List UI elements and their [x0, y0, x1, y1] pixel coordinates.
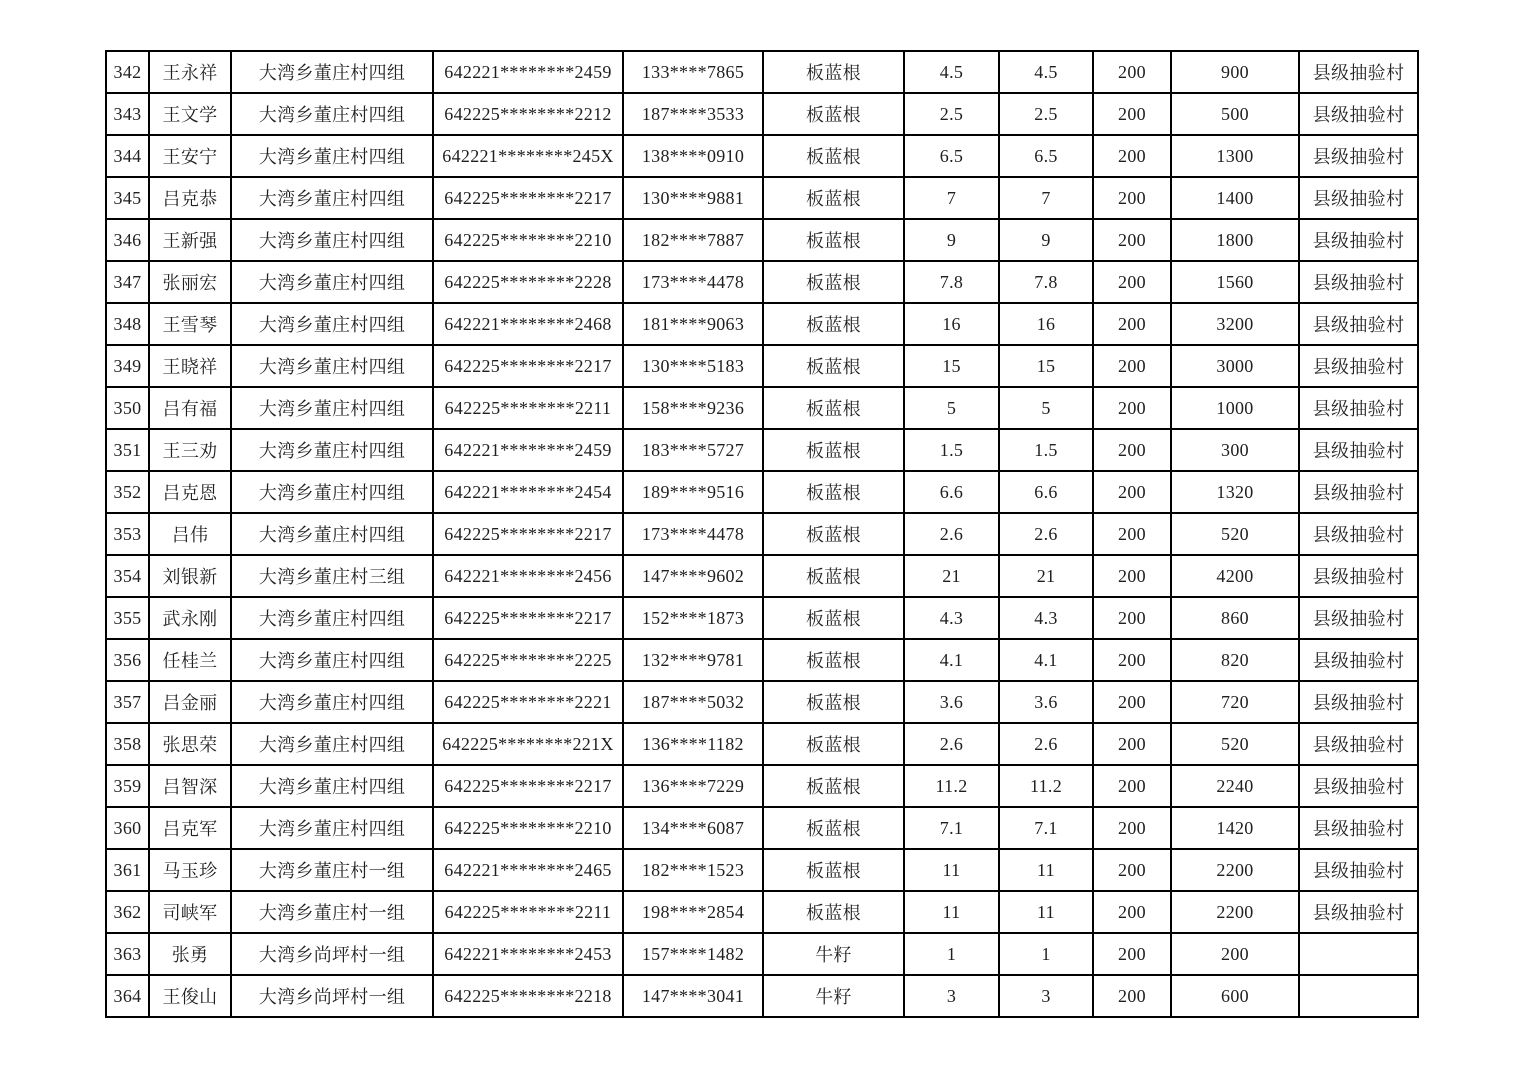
- verified-area-cell: 3.6: [999, 681, 1093, 723]
- village-group-cell: 大湾乡尚坪村一组: [231, 933, 433, 975]
- table-row: [106, 303, 1418, 345]
- farmer-name-cell: 王俊山: [149, 975, 231, 1017]
- phone-number-cell: 187****3533: [623, 93, 763, 135]
- id-number-cell: 642221********2453: [433, 933, 623, 975]
- farmer-name-cell: 吕克恩: [149, 471, 231, 513]
- declared-area-cell: 6.6: [904, 471, 999, 513]
- verified-area-cell: 5: [999, 387, 1093, 429]
- subsidy-standard-cell: 200: [1093, 975, 1171, 1017]
- row-number-cell: 350: [106, 387, 149, 429]
- crop-name-cell: 板蓝根: [763, 513, 904, 555]
- crop-name-cell: 板蓝根: [763, 681, 904, 723]
- remark-cell: [1299, 975, 1418, 1017]
- row-number-cell: 355: [106, 597, 149, 639]
- village-group-cell: 大湾乡董庄村四组: [231, 765, 433, 807]
- table-row: [106, 933, 1418, 975]
- phone-number-cell: 130****9881: [623, 177, 763, 219]
- farmer-name-cell: 吕智深: [149, 765, 231, 807]
- crop-name-cell: 板蓝根: [763, 891, 904, 933]
- subsidy-standard-cell: 200: [1093, 387, 1171, 429]
- table-row: [106, 597, 1418, 639]
- subsidy-amount-cell: 2240: [1171, 765, 1299, 807]
- subsidy-standard-cell: 200: [1093, 429, 1171, 471]
- subsidy-standard-cell: 200: [1093, 177, 1171, 219]
- subsidy-amount-cell: 300: [1171, 429, 1299, 471]
- phone-number-cell: 173****4478: [623, 261, 763, 303]
- phone-number-cell: 182****1523: [623, 849, 763, 891]
- id-number-cell: 642225********2217: [433, 513, 623, 555]
- table-row: [106, 849, 1418, 891]
- verified-area-cell: 16: [999, 303, 1093, 345]
- subsidy-amount-cell: 1000: [1171, 387, 1299, 429]
- subsidy-standard-cell: 200: [1093, 513, 1171, 555]
- remark-cell: 县级抽验村: [1299, 765, 1418, 807]
- village-group-cell: 大湾乡尚坪村一组: [231, 975, 433, 1017]
- subsidy-amount-cell: 4200: [1171, 555, 1299, 597]
- phone-number-cell: 198****2854: [623, 891, 763, 933]
- village-group-cell: 大湾乡董庄村四组: [231, 513, 433, 555]
- subsidy-standard-cell: 200: [1093, 723, 1171, 765]
- subsidy-standard-cell: 200: [1093, 345, 1171, 387]
- verified-area-cell: 11: [999, 891, 1093, 933]
- village-group-cell: 大湾乡董庄村四组: [231, 597, 433, 639]
- subsidy-standard-cell: 200: [1093, 135, 1171, 177]
- phone-number-cell: 183****5727: [623, 429, 763, 471]
- subsidy-standard-cell: 200: [1093, 597, 1171, 639]
- subsidy-standard-cell: 200: [1093, 765, 1171, 807]
- farmer-name-cell: 吕克恭: [149, 177, 231, 219]
- remark-cell: 县级抽验村: [1299, 513, 1418, 555]
- remark-cell: 县级抽验村: [1299, 849, 1418, 891]
- crop-name-cell: 牛籽: [763, 933, 904, 975]
- farmer-name-cell: 王新强: [149, 219, 231, 261]
- subsidy-standard-cell: 200: [1093, 639, 1171, 681]
- table-row: [106, 471, 1418, 513]
- phone-number-cell: 152****1873: [623, 597, 763, 639]
- subsidy-amount-cell: 820: [1171, 639, 1299, 681]
- row-number-cell: 352: [106, 471, 149, 513]
- crop-name-cell: 板蓝根: [763, 387, 904, 429]
- verified-area-cell: 21: [999, 555, 1093, 597]
- id-number-cell: 642221********245X: [433, 135, 623, 177]
- declared-area-cell: 21: [904, 555, 999, 597]
- phone-number-cell: 157****1482: [623, 933, 763, 975]
- declared-area-cell: 7: [904, 177, 999, 219]
- id-number-cell: 642225********2212: [433, 93, 623, 135]
- subsidy-amount-cell: 1420: [1171, 807, 1299, 849]
- table-row: [106, 429, 1418, 471]
- crop-name-cell: 板蓝根: [763, 471, 904, 513]
- declared-area-cell: 11: [904, 849, 999, 891]
- crop-name-cell: 板蓝根: [763, 219, 904, 261]
- row-number-cell: 358: [106, 723, 149, 765]
- village-group-cell: 大湾乡董庄村四组: [231, 303, 433, 345]
- phone-number-cell: 158****9236: [623, 387, 763, 429]
- subsidy-amount-cell: 2200: [1171, 891, 1299, 933]
- phone-number-cell: 189****9516: [623, 471, 763, 513]
- remark-cell: 县级抽验村: [1299, 723, 1418, 765]
- id-number-cell: 642225********2228: [433, 261, 623, 303]
- crop-name-cell: 板蓝根: [763, 51, 904, 93]
- subsidy-amount-cell: 1320: [1171, 471, 1299, 513]
- id-number-cell: 642225********2210: [433, 219, 623, 261]
- declared-area-cell: 7.8: [904, 261, 999, 303]
- row-number-cell: 356: [106, 639, 149, 681]
- row-number-cell: 349: [106, 345, 149, 387]
- declared-area-cell: 2.5: [904, 93, 999, 135]
- phone-number-cell: 138****0910: [623, 135, 763, 177]
- crop-name-cell: 板蓝根: [763, 639, 904, 681]
- farmer-name-cell: 王安宁: [149, 135, 231, 177]
- remark-cell: 县级抽验村: [1299, 387, 1418, 429]
- village-group-cell: 大湾乡董庄村四组: [231, 681, 433, 723]
- farmer-name-cell: 张勇: [149, 933, 231, 975]
- village-group-cell: 大湾乡董庄村三组: [231, 555, 433, 597]
- remark-cell: 县级抽验村: [1299, 429, 1418, 471]
- crop-name-cell: 板蓝根: [763, 177, 904, 219]
- remark-cell: 县级抽验村: [1299, 177, 1418, 219]
- crop-name-cell: 板蓝根: [763, 135, 904, 177]
- subsidy-amount-cell: 1560: [1171, 261, 1299, 303]
- id-number-cell: 642225********2217: [433, 597, 623, 639]
- farmer-name-cell: 吕金丽: [149, 681, 231, 723]
- verified-area-cell: 7.1: [999, 807, 1093, 849]
- table-row: [106, 513, 1418, 555]
- subsidy-standard-cell: 200: [1093, 807, 1171, 849]
- crop-name-cell: 牛籽: [763, 975, 904, 1017]
- remark-cell: 县级抽验村: [1299, 891, 1418, 933]
- subsidy-standard-cell: 200: [1093, 933, 1171, 975]
- remark-cell: 县级抽验村: [1299, 261, 1418, 303]
- verified-area-cell: 6.6: [999, 471, 1093, 513]
- table-row: [106, 807, 1418, 849]
- table-row: [106, 891, 1418, 933]
- subsidy-amount-cell: 520: [1171, 513, 1299, 555]
- farmer-name-cell: 司峡军: [149, 891, 231, 933]
- village-group-cell: 大湾乡董庄村四组: [231, 387, 433, 429]
- declared-area-cell: 1: [904, 933, 999, 975]
- village-group-cell: 大湾乡董庄村四组: [231, 345, 433, 387]
- row-number-cell: 363: [106, 933, 149, 975]
- phone-number-cell: 147****9602: [623, 555, 763, 597]
- verified-area-cell: 11: [999, 849, 1093, 891]
- subsidy-standard-cell: 200: [1093, 681, 1171, 723]
- declared-area-cell: 1.5: [904, 429, 999, 471]
- id-number-cell: 642225********2225: [433, 639, 623, 681]
- id-number-cell: 642225********2210: [433, 807, 623, 849]
- village-group-cell: 大湾乡董庄村四组: [231, 723, 433, 765]
- id-number-cell: 642225********2217: [433, 765, 623, 807]
- row-number-cell: 346: [106, 219, 149, 261]
- crop-name-cell: 板蓝根: [763, 303, 904, 345]
- remark-cell: 县级抽验村: [1299, 303, 1418, 345]
- remark-cell: 县级抽验村: [1299, 51, 1418, 93]
- remark-cell: 县级抽验村: [1299, 135, 1418, 177]
- village-group-cell: 大湾乡董庄村四组: [231, 177, 433, 219]
- crop-name-cell: 板蓝根: [763, 555, 904, 597]
- declared-area-cell: 2.6: [904, 513, 999, 555]
- subsidy-amount-cell: 2200: [1171, 849, 1299, 891]
- subsidy-amount-cell: 1400: [1171, 177, 1299, 219]
- phone-number-cell: 134****6087: [623, 807, 763, 849]
- farmer-name-cell: 刘银新: [149, 555, 231, 597]
- verified-area-cell: 7: [999, 177, 1093, 219]
- row-number-cell: 364: [106, 975, 149, 1017]
- remark-cell: 县级抽验村: [1299, 639, 1418, 681]
- remark-cell: 县级抽验村: [1299, 555, 1418, 597]
- village-group-cell: 大湾乡董庄村四组: [231, 219, 433, 261]
- declared-area-cell: 3.6: [904, 681, 999, 723]
- subsidy-amount-cell: 3000: [1171, 345, 1299, 387]
- id-number-cell: 642221********2459: [433, 51, 623, 93]
- village-group-cell: 大湾乡董庄村四组: [231, 807, 433, 849]
- subsidy-amount-cell: 1300: [1171, 135, 1299, 177]
- id-number-cell: 642225********221X: [433, 723, 623, 765]
- declared-area-cell: 4.3: [904, 597, 999, 639]
- remark-cell: 县级抽验村: [1299, 93, 1418, 135]
- subsidy-standard-cell: 200: [1093, 471, 1171, 513]
- farmer-name-cell: 王三劝: [149, 429, 231, 471]
- farmer-name-cell: 张丽宏: [149, 261, 231, 303]
- verified-area-cell: 2.6: [999, 723, 1093, 765]
- village-group-cell: 大湾乡董庄村四组: [231, 93, 433, 135]
- verified-area-cell: 4.1: [999, 639, 1093, 681]
- remark-cell: 县级抽验村: [1299, 681, 1418, 723]
- village-group-cell: 大湾乡董庄村四组: [231, 135, 433, 177]
- farmer-name-cell: 王文学: [149, 93, 231, 135]
- table-row: [106, 345, 1418, 387]
- subsidy-standard-cell: 200: [1093, 555, 1171, 597]
- subsidy-amount-cell: 860: [1171, 597, 1299, 639]
- id-number-cell: 642221********2454: [433, 471, 623, 513]
- row-number-cell: 344: [106, 135, 149, 177]
- id-number-cell: 642221********2465: [433, 849, 623, 891]
- subsidy-amount-cell: 720: [1171, 681, 1299, 723]
- crop-name-cell: 板蓝根: [763, 849, 904, 891]
- remark-cell: 县级抽验村: [1299, 345, 1418, 387]
- declared-area-cell: 7.1: [904, 807, 999, 849]
- id-number-cell: 642225********2218: [433, 975, 623, 1017]
- remark-cell: 县级抽验村: [1299, 219, 1418, 261]
- farmer-name-cell: 吕伟: [149, 513, 231, 555]
- row-number-cell: 353: [106, 513, 149, 555]
- table-row: [106, 975, 1418, 1017]
- crop-name-cell: 板蓝根: [763, 765, 904, 807]
- phone-number-cell: 136****7229: [623, 765, 763, 807]
- crop-name-cell: 板蓝根: [763, 723, 904, 765]
- verified-area-cell: 4.5: [999, 51, 1093, 93]
- table-body: [106, 51, 1418, 1017]
- subsidy-standard-cell: 200: [1093, 891, 1171, 933]
- row-number-cell: 351: [106, 429, 149, 471]
- remark-cell: 县级抽验村: [1299, 471, 1418, 513]
- subsidy-standard-cell: 200: [1093, 303, 1171, 345]
- subsidy-amount-cell: 520: [1171, 723, 1299, 765]
- village-group-cell: 大湾乡董庄村一组: [231, 849, 433, 891]
- declared-area-cell: 4.5: [904, 51, 999, 93]
- subsidy-amount-cell: 900: [1171, 51, 1299, 93]
- id-number-cell: 642225********2217: [433, 345, 623, 387]
- verified-area-cell: 1: [999, 933, 1093, 975]
- verified-area-cell: 3: [999, 975, 1093, 1017]
- table-row: [106, 639, 1418, 681]
- table-row: [106, 555, 1418, 597]
- declared-area-cell: 2.6: [904, 723, 999, 765]
- table-row: [106, 681, 1418, 723]
- phone-number-cell: 132****9781: [623, 639, 763, 681]
- crop-name-cell: 板蓝根: [763, 807, 904, 849]
- row-number-cell: 342: [106, 51, 149, 93]
- declared-area-cell: 11: [904, 891, 999, 933]
- declared-area-cell: 16: [904, 303, 999, 345]
- subsidy-standard-cell: 200: [1093, 219, 1171, 261]
- remark-cell: 县级抽验村: [1299, 597, 1418, 639]
- verified-area-cell: 1.5: [999, 429, 1093, 471]
- id-number-cell: 642221********2468: [433, 303, 623, 345]
- declared-area-cell: 4.1: [904, 639, 999, 681]
- crop-name-cell: 板蓝根: [763, 93, 904, 135]
- subsidy-amount-cell: 1800: [1171, 219, 1299, 261]
- farmer-name-cell: 马玉珍: [149, 849, 231, 891]
- table-row: [106, 765, 1418, 807]
- remark-cell: [1299, 933, 1418, 975]
- declared-area-cell: 5: [904, 387, 999, 429]
- farmer-name-cell: 吕有福: [149, 387, 231, 429]
- id-number-cell: 642225********2211: [433, 387, 623, 429]
- farmer-name-cell: 任桂兰: [149, 639, 231, 681]
- row-number-cell: 354: [106, 555, 149, 597]
- farmer-name-cell: 王晓祥: [149, 345, 231, 387]
- subsidy-standard-cell: 200: [1093, 93, 1171, 135]
- village-group-cell: 大湾乡董庄村四组: [231, 429, 433, 471]
- table-row: [106, 219, 1418, 261]
- farmer-name-cell: 吕克军: [149, 807, 231, 849]
- farmer-name-cell: 王雪琴: [149, 303, 231, 345]
- declared-area-cell: 3: [904, 975, 999, 1017]
- farmer-name-cell: 张思荣: [149, 723, 231, 765]
- village-group-cell: 大湾乡董庄村四组: [231, 261, 433, 303]
- phone-number-cell: 133****7865: [623, 51, 763, 93]
- row-number-cell: 361: [106, 849, 149, 891]
- row-number-cell: 348: [106, 303, 149, 345]
- id-number-cell: 642225********2217: [433, 177, 623, 219]
- verified-area-cell: 6.5: [999, 135, 1093, 177]
- subsidy-standard-cell: 200: [1093, 51, 1171, 93]
- subsidy-amount-cell: 3200: [1171, 303, 1299, 345]
- verified-area-cell: 2.5: [999, 93, 1093, 135]
- verified-area-cell: 9: [999, 219, 1093, 261]
- subsidy-amount-cell: 500: [1171, 93, 1299, 135]
- phone-number-cell: 130****5183: [623, 345, 763, 387]
- declared-area-cell: 6.5: [904, 135, 999, 177]
- table-row: [106, 387, 1418, 429]
- farmer-name-cell: 武永刚: [149, 597, 231, 639]
- row-number-cell: 360: [106, 807, 149, 849]
- table-row: [106, 93, 1418, 135]
- verified-area-cell: 2.6: [999, 513, 1093, 555]
- verified-area-cell: 4.3: [999, 597, 1093, 639]
- phone-number-cell: 136****1182: [623, 723, 763, 765]
- row-number-cell: 347: [106, 261, 149, 303]
- table-row: [106, 135, 1418, 177]
- verified-area-cell: 7.8: [999, 261, 1093, 303]
- remark-cell: 县级抽验村: [1299, 807, 1418, 849]
- phone-number-cell: 173****4478: [623, 513, 763, 555]
- declared-area-cell: 15: [904, 345, 999, 387]
- declared-area-cell: 9: [904, 219, 999, 261]
- id-number-cell: 642225********2211: [433, 891, 623, 933]
- phone-number-cell: 181****9063: [623, 303, 763, 345]
- subsidy-roster-table: [105, 50, 1419, 1018]
- row-number-cell: 359: [106, 765, 149, 807]
- subsidy-amount-cell: 600: [1171, 975, 1299, 1017]
- row-number-cell: 357: [106, 681, 149, 723]
- id-number-cell: 642221********2459: [433, 429, 623, 471]
- village-group-cell: 大湾乡董庄村一组: [231, 891, 433, 933]
- row-number-cell: 345: [106, 177, 149, 219]
- id-number-cell: 642225********2221: [433, 681, 623, 723]
- subsidy-amount-cell: 200: [1171, 933, 1299, 975]
- id-number-cell: 642221********2456: [433, 555, 623, 597]
- phone-number-cell: 187****5032: [623, 681, 763, 723]
- subsidy-standard-cell: 200: [1093, 849, 1171, 891]
- village-group-cell: 大湾乡董庄村四组: [231, 51, 433, 93]
- farmer-name-cell: 王永祥: [149, 51, 231, 93]
- phone-number-cell: 147****3041: [623, 975, 763, 1017]
- declared-area-cell: 11.2: [904, 765, 999, 807]
- village-group-cell: 大湾乡董庄村四组: [231, 639, 433, 681]
- subsidy-standard-cell: 200: [1093, 261, 1171, 303]
- verified-area-cell: 11.2: [999, 765, 1093, 807]
- phone-number-cell: 182****7887: [623, 219, 763, 261]
- row-number-cell: 343: [106, 93, 149, 135]
- crop-name-cell: 板蓝根: [763, 345, 904, 387]
- table-row: [106, 261, 1418, 303]
- crop-name-cell: 板蓝根: [763, 429, 904, 471]
- village-group-cell: 大湾乡董庄村四组: [231, 471, 433, 513]
- verified-area-cell: 15: [999, 345, 1093, 387]
- crop-name-cell: 板蓝根: [763, 261, 904, 303]
- crop-name-cell: 板蓝根: [763, 597, 904, 639]
- table-row: [106, 51, 1418, 93]
- row-number-cell: 362: [106, 891, 149, 933]
- table-row: [106, 723, 1418, 765]
- table-row: [106, 177, 1418, 219]
